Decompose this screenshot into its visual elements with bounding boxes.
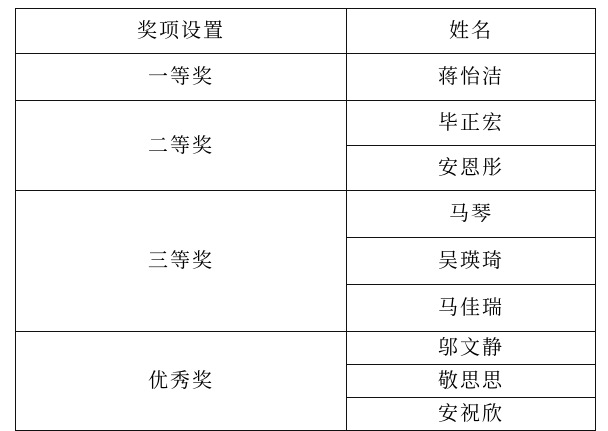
- table-row: [16, 54, 596, 101]
- header-label-name: 姓名: [449, 20, 493, 42]
- name-cell: [347, 101, 596, 146]
- award-cell-third-prize: [16, 191, 347, 332]
- name-label: 安祝欣: [438, 403, 504, 425]
- name-cell: [347, 54, 596, 101]
- award-label: 二等奖: [148, 134, 214, 157]
- name-cell: [347, 146, 596, 191]
- name-label: 蒋怡洁: [438, 66, 504, 88]
- header-label-award: 奖项设置: [137, 20, 225, 42]
- table-row: [16, 191, 596, 238]
- header-cell-award: [16, 9, 347, 54]
- table-header-row: [16, 9, 596, 54]
- name-label: 吴瑛琦: [438, 250, 504, 272]
- name-label: 马琴: [449, 203, 493, 225]
- name-cell: [347, 332, 596, 365]
- name-label: 邬文静: [438, 337, 504, 359]
- award-cell-first-prize: [16, 54, 347, 101]
- name-label: 敬思思: [438, 370, 504, 392]
- award-cell-merit-prize: [16, 332, 347, 431]
- award-label: 一等奖: [148, 66, 214, 88]
- header-cell-name: [347, 9, 596, 54]
- name-cell: [347, 191, 596, 238]
- name-cell: [347, 365, 596, 398]
- name-label: 安恩彤: [438, 157, 504, 179]
- award-list-table: [15, 8, 596, 431]
- name-cell: [347, 238, 596, 285]
- name-label: 马佳瑞: [438, 297, 504, 319]
- award-label: 三等奖: [148, 250, 214, 272]
- name-label: 毕正宏: [438, 112, 504, 134]
- name-cell: [347, 398, 596, 431]
- award-cell-second-prize: [16, 101, 347, 191]
- award-label: 优秀奖: [148, 370, 214, 392]
- table-row: [16, 101, 596, 146]
- name-cell: [347, 285, 596, 332]
- table-row: [16, 332, 596, 365]
